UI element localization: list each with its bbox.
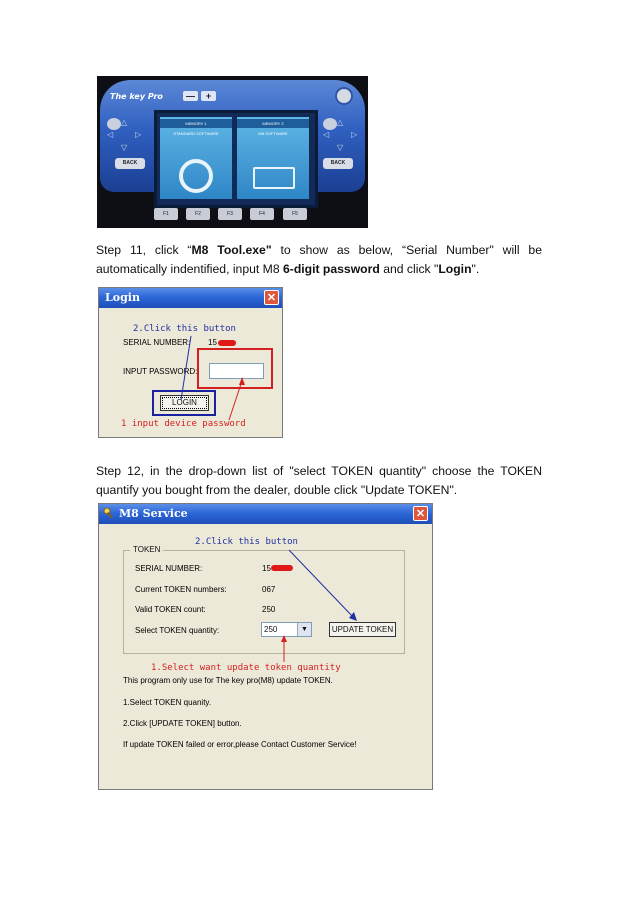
valid-token-label: Valid TOKEN count: — [135, 605, 206, 614]
left-dpad: △ ◁ ▷ ▽ — [107, 118, 142, 152]
input-password-label: INPUT PASSWORD: — [123, 367, 198, 376]
serial-number-label: SERIAL NUMBER: — [135, 564, 203, 573]
step-11-text: Step 11, click “M8 Tool.exe" to show as below, “Serial Number" will be automatically indentified, input M8 6-digit password and click "Login". — [96, 243, 542, 276]
token-quantity-value: 250 — [264, 625, 278, 634]
info-line-1: This program only use for The key pro(M8) update TOKEN. — [123, 676, 333, 685]
annotation-select-quantity: 1.Select want update token quantity — [151, 663, 341, 673]
annotation-input-password: 1 input device password — [121, 419, 246, 429]
memory-2-pane — [237, 117, 309, 199]
login-button[interactable]: LOGIN — [160, 395, 209, 411]
f4-key: F4 — [250, 208, 274, 220]
memory-1-caption: MEMORY 1 — [160, 119, 232, 128]
memory-2-text: M8 SOFTWARE — [258, 131, 288, 136]
power-icon — [337, 89, 351, 103]
serial-number-value: 15 — [262, 564, 271, 573]
memory-1-text: STANDARD SOFTWARE — [173, 131, 219, 136]
device-photo — [97, 76, 368, 228]
device-brand: The key Pro — [110, 92, 163, 101]
f2-key: F2 — [186, 208, 210, 220]
chevron-down-icon[interactable]: ▼ — [297, 623, 311, 636]
right-dpad: △ ◁ ▷ ▽ — [323, 118, 358, 152]
info-line-2: 1.Select TOKEN quanity. — [123, 698, 212, 707]
step-12-text: Step 12, in the drop-down list of "select TOKEN quantity" choose the TOKEN quantify you bought from the dealer, double click "Update TOKEN". — [96, 464, 542, 497]
serial-number-label: SERIAL NUMBER: — [123, 338, 191, 347]
memory-1-pane — [160, 117, 232, 199]
back-key-left: BACK — [115, 158, 145, 169]
valid-token-value: 250 — [262, 605, 276, 614]
serial-number-value: 15 — [208, 338, 217, 347]
f5-key: F5 — [283, 208, 307, 220]
update-token-button[interactable]: UPDATE TOKEN — [329, 622, 396, 637]
annotation-click-update: 2.Click this button — [195, 537, 298, 547]
login-dialog — [98, 287, 283, 438]
current-token-label: Current TOKEN numbers: — [135, 585, 227, 594]
ok-button — [107, 118, 121, 130]
battery-icon — [253, 167, 295, 189]
service-annotation-arrows — [99, 504, 434, 791]
login-title: Login — [105, 291, 140, 304]
f1-key: F1 — [154, 208, 178, 220]
steering-wheel-icon — [179, 159, 213, 193]
device-screen — [154, 110, 318, 208]
back-key-right: BACK — [323, 158, 353, 169]
login-annotation-arrows — [99, 288, 284, 439]
memory-2-caption: MEMORY 2 — [237, 119, 309, 128]
current-token-value: 067 — [262, 585, 276, 594]
service-dialog — [98, 503, 433, 790]
token-group-label: TOKEN — [130, 545, 163, 554]
plus-key: + — [201, 91, 216, 101]
f3-key: F3 — [218, 208, 242, 220]
close-icon[interactable]: ✕ — [264, 290, 279, 305]
minus-key: — — [183, 91, 198, 101]
info-line-4: If update TOKEN failed or error,please Contact Customer Service! — [123, 740, 357, 749]
info-line-3: 2.Click [UPDATE TOKEN] button. — [123, 719, 242, 728]
select-token-label: Select TOKEN quantity: — [135, 626, 220, 635]
close-icon[interactable]: ✕ — [413, 506, 428, 521]
service-title: M8 Service — [119, 507, 188, 520]
annotation-click-login: 2.Click this button — [133, 324, 236, 334]
